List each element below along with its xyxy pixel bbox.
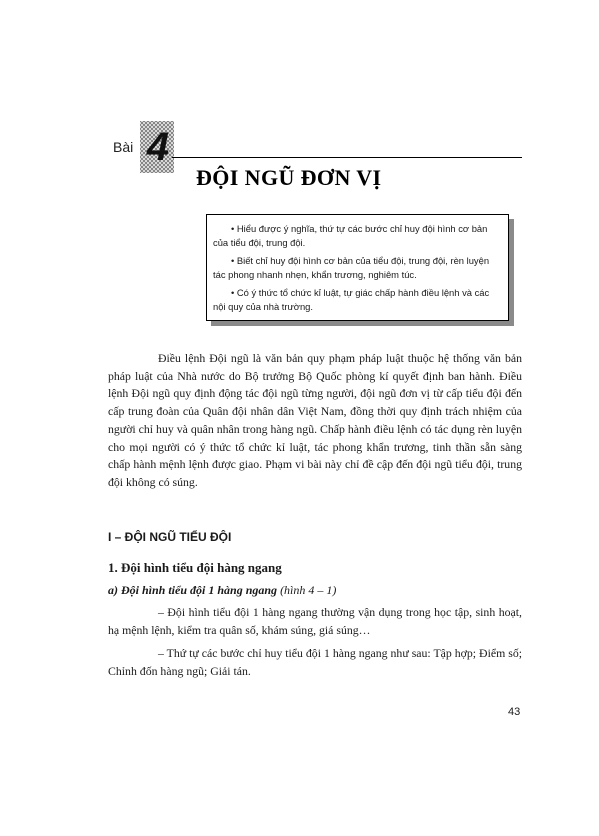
page-number: 43	[508, 706, 521, 718]
lesson-prefix: Bài	[113, 139, 134, 155]
sub-heading: 1. Đội hình tiểu đội hàng ngang	[108, 560, 282, 575]
body-paragraph: – Đội hình tiểu đội 1 hàng ngang thường vận dụng trong học tập, sinh hoạt, hạ mệnh lệnh, kiểm tra quân số, khám súng, giá súng…	[108, 605, 522, 637]
objective-item: • Hiểu được ý nghĩa, thứ tự các bước chỉ huy đội hình cơ bản của tiểu đội, trung đội.	[213, 223, 488, 248]
intro-paragraph	[108, 350, 522, 492]
sub-sub-heading	[108, 583, 336, 598]
lesson-number: 4	[146, 125, 170, 169]
figure-reference: (hình 4 – 1)	[280, 583, 337, 597]
objective-item: • Biết chỉ huy đội hình cơ bản của tiểu đội, trung đội, rèn luyện tác phong nhanh nhẹn, khẩn trương, nghiêm túc.	[213, 255, 490, 280]
section-body	[108, 604, 522, 681]
body-paragraph: – Thứ tự các bước chỉ huy tiểu đội 1 hàng ngang như sau: Tập hợp; Điểm số; Chỉnh đốn hàng ngũ; Giải tán.	[108, 646, 522, 679]
title-rule	[172, 157, 522, 158]
section-heading: I – ĐỘI NGŨ TIỂU ĐỘI	[108, 530, 232, 544]
intro-text: Điều lệnh Đội ngũ là văn bản quy phạm pháp luật thuộc hệ thống văn bản pháp luật của Nhà nước do Bộ trưởng Bộ Quốc phòng kí quyết định ban hành. Điều lệnh Đội ngũ quy định động tác đội ngũ từng người, đội ngũ đơn vị từ cấp tiểu đội đến cấp trung đoàn của Quân đội nhân dân Việt Nam, đồng thời quy định trách nhiệm của người chỉ huy và quân nhân trong hàng ngũ. Chấp hành điều lệnh có tác dụng rèn luyện cho mọi người có ý thức tổ chức kỉ luật, tác phong khẩn trương, tinh thần sẵn sàng chấp hành mệnh lệnh được giao. Phạm vi bài này chỉ đề cập đến đội ngũ tiểu đội, trung đội không có súng.	[108, 351, 522, 489]
lesson-title: ĐỘI NGŨ ĐƠN VỊ	[196, 165, 382, 190]
subsection-title: a) Đội hình tiểu đội 1 hàng ngang	[108, 583, 278, 597]
objective-item: • Có ý thức tổ chức kỉ luật, tự giác chấp hành điều lệnh và các nội quy của nhà trường.	[213, 287, 490, 312]
objectives-box	[206, 214, 509, 321]
